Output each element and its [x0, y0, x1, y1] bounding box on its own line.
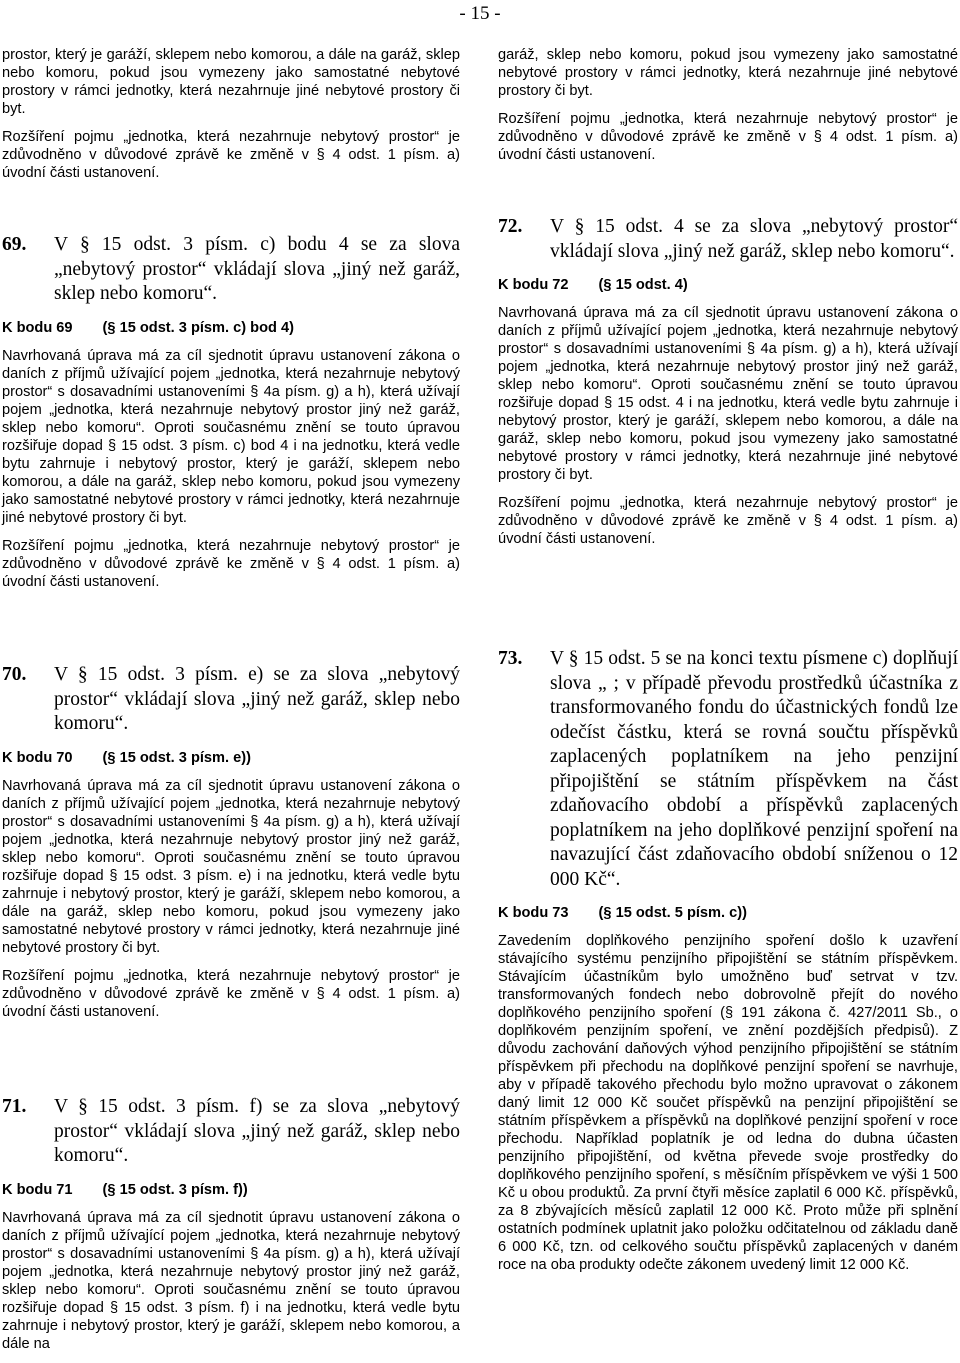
- section-item-73: [498, 647, 958, 1284]
- heading-label: K bodu 72: [498, 277, 569, 293]
- paragraph: Navrhovaná úprava má za cíl sjednotit úpravu ustanovení zákona o daních z příjmů užívající pojem „jednotka, která nezahrnuje nebytový prostor“ s dosavadními ustanoveními § 4a písm. g) a h), která užívají pojem „jednotka, která nezahrnuje nebytový prostor jiný než garáž, sklep nebo komoru“. Oproti současnému znění se touto úpravou rozšiřuje dopad § 15 odst. 3 písm. f) i na jednotku, která vedle bytu zahrnuje i nebytový prostor, který je garáží, sklepem nebo komorou, a dále na: [2, 1209, 460, 1352]
- point-number: 73.: [498, 648, 523, 669]
- point-number: 69.: [2, 234, 27, 255]
- explanation-heading: [2, 749, 460, 767]
- section-item-69: [2, 233, 460, 601]
- point-number: 71.: [2, 1096, 27, 1117]
- explanation-heading: [2, 319, 460, 337]
- paragraph: Rozšíření pojmu „jednotka, která nezahrnuje nebytový prostor“ je zdůvodněno v důvodové zprávě ke změně v § 4 odst. 1 písm. a) úvodní části ustanovení.: [498, 495, 958, 547]
- heading-label: K bodu 69: [2, 319, 73, 336]
- point-text: V § 15 odst. 4 se za slova „nebytový prostor“ vkládají slova „jiný než garáž, sklep nebo komoru“.: [550, 216, 958, 262]
- explanation-heading: [2, 1181, 460, 1199]
- point-text: V § 15 odst. 3 písm. f) se za slova „nebytový prostor“ vkládají slova „jiný než garáž, sklep nebo komoru“.: [54, 1096, 460, 1166]
- amendment-point: [2, 233, 460, 307]
- section-item-70: [2, 663, 460, 1031]
- point-text: V § 15 odst. 3 písm. c) bodu 4 se za slova „nebytový prostor“ vkládají slova „jiný než garáž, sklep nebo komoru“.: [54, 234, 460, 304]
- point-text: V § 15 odst. 5 se na konci textu písmene c) doplňují slova „ ; v případě převodu prostředků účastníka z transformovaného fondu do účastnických fondů lze odečíst částku, která se rovná součtu příspěvků zaplacených poplatníkem na jeho penzijní připojištění se státním příspěvkem na část zdaňovacího období a příspěvků zaplacených poplatníkem na jeho doplňkové penzijní spoření na navazující část zdaňovacího období sníženou o 12 000 Kč“.: [550, 648, 958, 890]
- section-item-72: [498, 215, 958, 558]
- paragraph: Rozšíření pojmu „jednotka, která nezahrnuje nebytový prostor“ je zdůvodněno v důvodové zprávě ke změně v § 4 odst. 1 písm. a) úvodní části ustanovení.: [2, 967, 460, 1020]
- left-top-continuation: [2, 46, 460, 192]
- heading-reference: (§ 15 odst. 4): [598, 277, 688, 293]
- heading-reference: (§ 15 odst. 3 písm. e)): [102, 749, 251, 766]
- heading-reference: (§ 15 odst. 5 písm. c)): [598, 905, 747, 921]
- amendment-point: [2, 1095, 460, 1169]
- right-top-continuation: [498, 46, 958, 174]
- paragraph: Navrhovaná úprava má za cíl sjednotit úpravu ustanovení zákona o daních z příjmů užívající pojem „jednotka, která nezahrnuje nebytový prostor“ s dosavadními ustanoveními § 4a písm. g) a h), která užívají pojem „jednotka, která nezahrnuje nebytový prostor jiný než garáž, sklep nebo komoru“. Oproti současnému znění se touto úpravou rozšiřuje dopad § 15 odst. 4 i na jednotku, která vedle bytu zahrnuje i nebytový prostor, který je garáží, sklepem nebo komorou, a dále na garáž, sklep nebo komoru, pokud jsou vymezeny jako samostatné nebytové prostory v rámci jednotky, která nezahrnuje jiné nebytové prostory či byt.: [498, 305, 958, 483]
- heading-label: K bodu 70: [2, 749, 73, 766]
- heading-label: K bodu 73: [498, 905, 569, 921]
- heading-reference: (§ 15 odst. 3 písm. c) bod 4): [102, 319, 294, 336]
- page-number: - 15 -: [459, 3, 501, 24]
- point-text: V § 15 odst. 3 písm. e) se za slova „nebytový prostor“ vkládají slova „jiný než garáž, sklep nebo komoru“.: [54, 664, 460, 734]
- paragraph: prostor, který je garáží, sklepem nebo komorou, a dále na garáž, sklep nebo komoru, pokud jsou vymezeny jako samostatné nebytové prostory v rámci jednotky, která nezahrnuje jiné nebytové prostory či byt.: [2, 47, 460, 117]
- paragraph: Navrhovaná úprava má za cíl sjednotit úpravu ustanovení zákona o daních z příjmů užívající pojem „jednotka, která nezahrnuje nebytový prostor“ s dosavadními ustanoveními § 4a písm. g) a h), která užívají pojem „jednotka, která nezahrnuje nebytový prostor jiný než garáž, sklep nebo komoru“. Oproti současnému znění se touto úpravou rozšiřuje dopad § 15 odst. 3 písm. c) bod 4 i na jednotku, která vedle bytu zahrnuje i nebytový prostor, který je garáží, sklepem nebo komorou, a dále na garáž, sklep nebo komoru, pokud jsou vymezeny jako samostatné nebytové prostory v rámci jednotky, která nezahrnuje jiné nebytové prostory či byt.: [2, 347, 460, 526]
- heading-reference: (§ 15 odst. 3 písm. f)): [102, 1181, 248, 1198]
- paragraph: Zavedením doplňkového penzijního spoření došlo k uzavření stávajícího systému penzijního připojištění se státním příspěvkem. Stávajícím účastníkům bylo umožněno buď setrvat v tzv. transformovaných fondech nebo dobrovolně přejít do nového doplňkového penzijního spoření (§ 191 zákona č. 427/2011 Sb., o doplňkovém penzijním spoření, ve znění pozdějších předpisů). Z důvodu zachování daňových výhod penzijního připojištění se státním příspěvkem při přechodu na doplňkové penzijní spoření se navrhuje, aby v případě takového přechodu bylo možno upravovat o zákonem daný limit 12 000 Kč součet příspěvků na penzijní připojištění se státním příspěvkem a příspěvků na doplňkové penzijní spoření v roce přechodu. Například poplatník je od ledna do dubna účasten penzijního připojištění, od května převede svoje prostředky do doplňkového penzijního spoření, s měsíčním příspěvkem ve výši 1 500 Kč u obou produktů. Za první čtyři měsíce zaplatil 6 000 Kč. příspěvků, za 8 zbývajících měsíců zaplatil 12 000 Kč. Proto může při splnění ostatních podmínek uplatnit jako položku odčitatelnou od základu daně 6 000 Kč, tzn. od celkového součtu příspěvků zaplacených v daném roce na oba produkty odečte zákonem uvedený limit 12 000 Kč.: [498, 933, 958, 1273]
- amendment-point: [2, 663, 460, 737]
- paragraph: garáž, sklep nebo komoru, pokud jsou vymezeny jako samostatné nebytové prostory v rámci jednotky, která nezahrnuje jiné nebytové prostory či byt.: [498, 47, 958, 99]
- heading-label: K bodu 71: [2, 1181, 73, 1198]
- paragraph: Rozšíření pojmu „jednotka, která nezahrnuje nebytový prostor“ je zdůvodněno v důvodové zprávě ke změně v § 4 odst. 1 písm. a) úvodní části ustanovení.: [498, 111, 958, 163]
- amendment-point: [498, 647, 958, 892]
- section-item-71: [2, 1095, 460, 1363]
- explanation-heading: [498, 904, 958, 922]
- explanation-heading: [498, 276, 958, 294]
- paragraph: Rozšíření pojmu „jednotka, která nezahrnuje nebytový prostor“ je zdůvodněno v důvodové zprávě ke změně v § 4 odst. 1 písm. a) úvodní části ustanovení.: [2, 537, 460, 590]
- point-number: 70.: [2, 664, 27, 685]
- paragraph: Rozšíření pojmu „jednotka, která nezahrnuje nebytový prostor“ je zdůvodněno v důvodové zprávě ke změně v § 4 odst. 1 písm. a) úvodní části ustanovení.: [2, 129, 460, 181]
- point-number: 72.: [498, 216, 523, 237]
- paragraph: Navrhovaná úprava má za cíl sjednotit úpravu ustanovení zákona o daních z příjmů užívající pojem „jednotka, která nezahrnuje nebytový prostor“ s dosavadními ustanoveními § 4a písm. g) a h), která užívají pojem „jednotka, která nezahrnuje nebytový prostor jiný než garáž, sklep nebo komoru“. Oproti současnému znění se touto úpravou rozšiřuje dopad § 15 odst. 3 písm. e) i na jednotku, která vedle bytu zahrnuje i nebytový prostor, který je garáží, sklepem nebo komorou, a dále na garáž, sklep nebo komoru, pokud jsou vymezeny jako samostatné nebytové prostory v rámci jednotky, která nezahrnuje jiné nebytové prostory či byt.: [2, 777, 460, 956]
- amendment-point: [498, 215, 958, 264]
